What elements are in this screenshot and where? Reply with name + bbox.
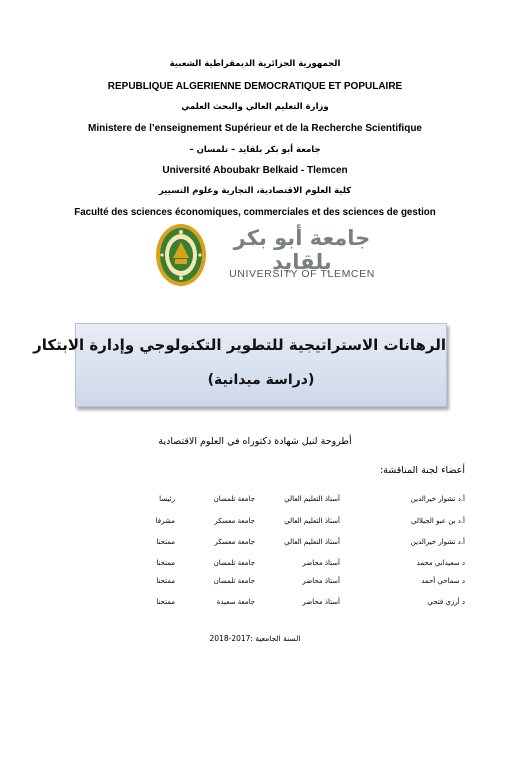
university-seal-icon bbox=[155, 222, 207, 288]
jury-member-rank: أستاذ محاضر bbox=[302, 559, 340, 567]
jury-member-name: أ.د بن عبو الجيلالي bbox=[411, 517, 465, 525]
logo-arabic-name: جامعة أبو بكر بلقايد bbox=[233, 226, 371, 274]
jury-member-name: د أرزي فتحي bbox=[427, 598, 465, 606]
thesis-subtitle: (دراسة ميدانية) bbox=[207, 372, 315, 388]
jury-heading: أعضاء لجنة المناقشة: bbox=[379, 465, 465, 476]
jury-member-name: د سعيداني محمد bbox=[416, 559, 465, 567]
republic-french: REPUBLIQUE ALGERIENNE DEMOCRATIQUE ET POPULAIRE bbox=[107, 81, 403, 92]
university-logo bbox=[155, 222, 385, 288]
jury-member-rank: أستاذ التعليم العالي bbox=[284, 538, 340, 546]
thesis-degree-text: أطروحة لنيل شهادة دكتوراه في العلوم الاقتصادية bbox=[158, 436, 352, 447]
jury-member-rank: أستاذ التعليم العالي bbox=[284, 517, 340, 525]
jury-member-rank: أستاذ التعليم العالي bbox=[284, 495, 340, 503]
jury-member-university: جامعة سعيدة bbox=[216, 598, 255, 606]
jury-member-university: جامعة تلمسان bbox=[213, 495, 255, 503]
jury-member-role: رئيسا bbox=[159, 495, 175, 503]
faculty-arabic: كلية العلوم الاقتصادية، التجارية وعلوم التسيير bbox=[158, 186, 352, 196]
jury-member-rank: أستاذ محاضر bbox=[302, 577, 340, 585]
jury-member-university: جامعة معسكر bbox=[214, 538, 255, 546]
ministry-french: Ministere de l’enseignement Supérieur et de la Recherche Scientifique bbox=[88, 123, 422, 134]
jury-member-role: مشرفا bbox=[155, 517, 175, 525]
jury-row bbox=[0, 559, 510, 573]
jury-member-role: ممتحنا bbox=[156, 598, 175, 606]
jury-member-university: جامعة تلمسان bbox=[213, 559, 255, 567]
jury-member-name: أ.د تشوار خيرالدين bbox=[410, 538, 465, 546]
jury-row bbox=[0, 598, 510, 612]
jury-member-name: د سماحي أحمد bbox=[421, 577, 465, 585]
academic-year: السنة الجامعية :2017-2018 bbox=[209, 634, 301, 643]
thesis-title: الرهانات الاستراتيجية للتطوير التكنولوجي وإدارة الابتكار bbox=[33, 336, 446, 354]
jury-row bbox=[0, 577, 510, 591]
university-french: Université Aboubakr Belkaid - Tlemcen bbox=[162, 165, 348, 176]
republic-arabic: الجمهورية الجزائرية الديمقراطية الشعبية bbox=[169, 59, 341, 69]
jury-member-university: جامعة معسكر bbox=[214, 517, 255, 525]
jury-member-role: ممتحنا bbox=[156, 559, 175, 567]
thesis-title-box bbox=[33, 323, 447, 407]
jury-member-rank: أستاذ محاضر bbox=[302, 598, 340, 606]
jury-row bbox=[0, 495, 510, 509]
jury-member-role: ممتحنا bbox=[156, 538, 175, 546]
university-arabic: جامعة أبو بكر بلقايد – تلمسان – bbox=[189, 145, 321, 155]
faculty-french: Faculté des sciences économiques, commerciales et des sciences de gestion bbox=[74, 207, 436, 218]
jury-row bbox=[0, 517, 510, 531]
jury-member-name: أ.د تشوار خيرالدين bbox=[410, 495, 465, 503]
ministry-arabic: وزارة التعليم العالي والبحث العلمي bbox=[181, 102, 329, 112]
jury-member-university: جامعة تلمسان bbox=[213, 577, 255, 585]
jury-row bbox=[0, 538, 510, 552]
logo-english-name: UNIVERSITY OF TLEMCEN bbox=[229, 268, 375, 280]
jury-member-role: ممتحنا bbox=[156, 577, 175, 585]
